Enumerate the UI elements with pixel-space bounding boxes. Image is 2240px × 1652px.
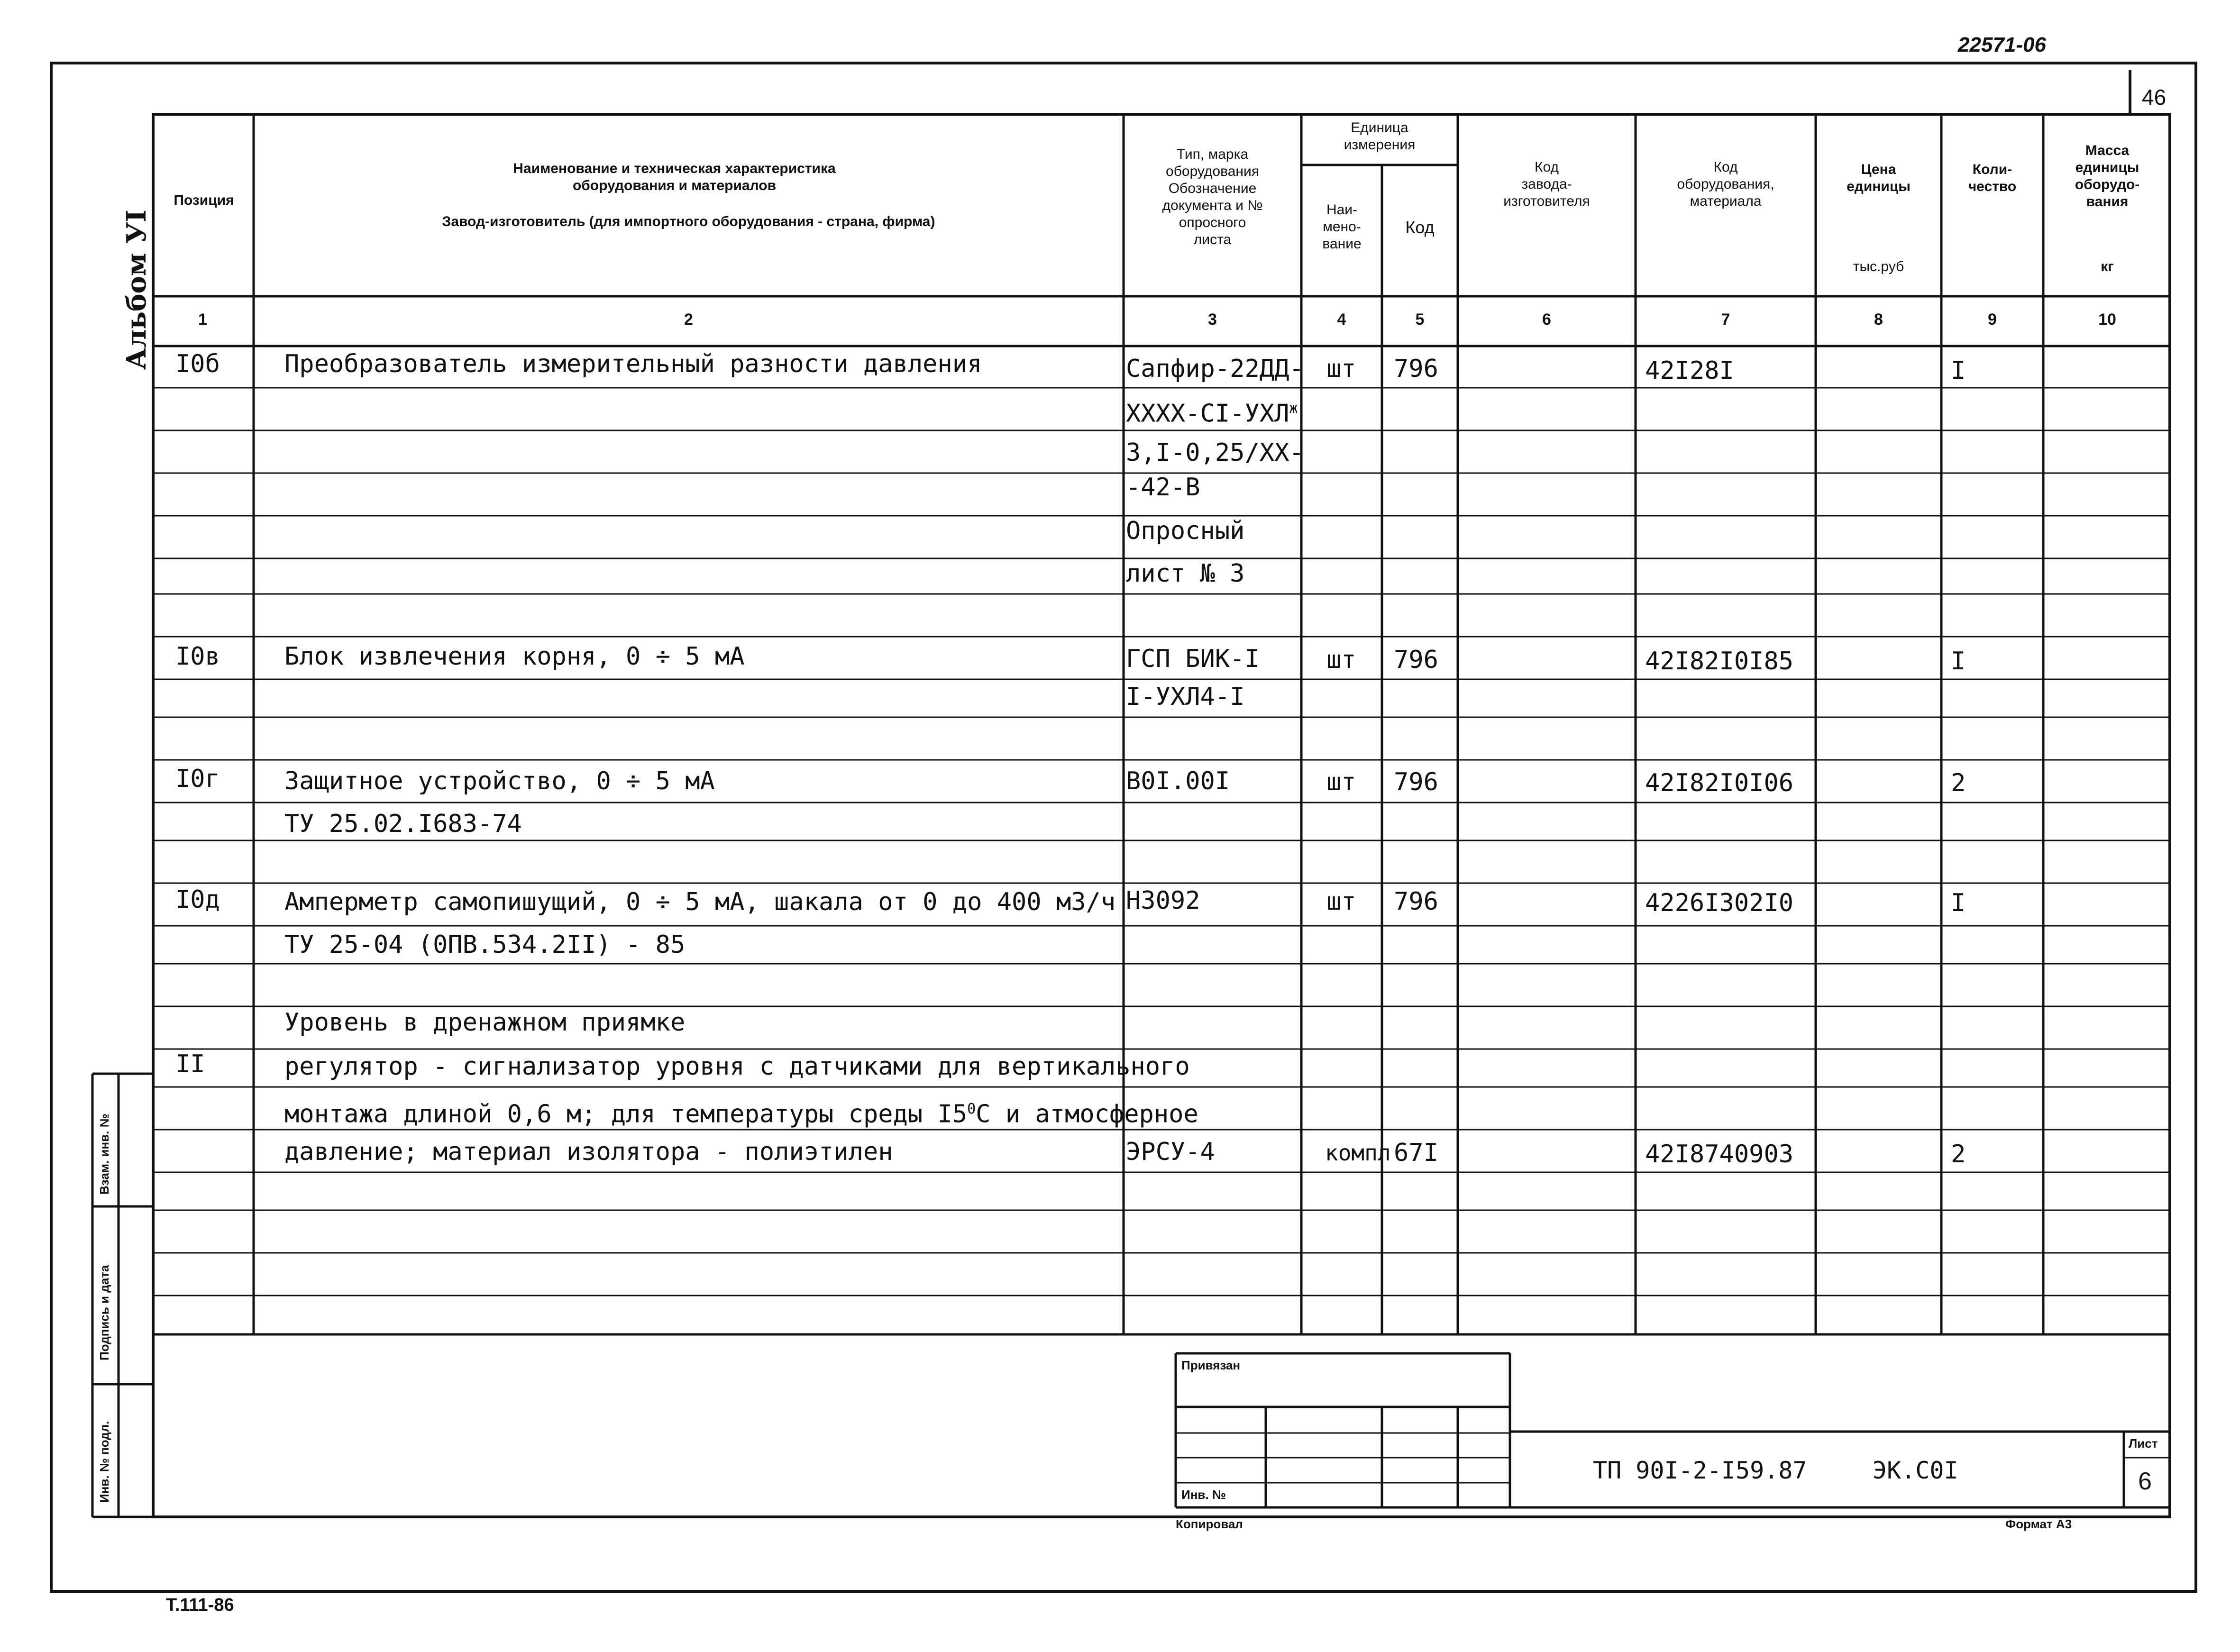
header-factory-code-line: Код [1534,159,1559,175]
stamp-signature-date: Подпись и дата [97,1265,111,1360]
header-factory-code-line: изготовителя [1503,193,1590,209]
table-row [1126,683,1244,711]
row-type: I-УХЛ4-I [1126,683,1245,711]
row-type: Опросный [1126,517,1245,545]
table-row [1126,559,1244,588]
column-number: 6 [1542,310,1551,329]
header-mass-line: Масса [2085,143,2130,158]
row-type: Сапфир-22ДД- [1126,355,1304,383]
row-name-tail: С и атмосферное [976,1100,1198,1129]
row-position: I0б [175,350,220,378]
row-type: ГСП БИК-I [1126,645,1260,673]
header-type-line: оборудования [1166,164,1259,179]
header-name-line2: оборудования и материалов [572,178,777,193]
album-label: Альбом УI [121,210,152,370]
header-price-line: единицы [1847,179,1911,194]
title-block-designation: ТП 90I-2-I59.87 [1593,1457,1807,1484]
table-row [284,810,522,838]
row-unit: компл [1325,1140,1391,1166]
header-quantity-line: Коли- [1972,162,2012,177]
row-name-superscript: 0 [967,1101,976,1117]
table-row [1126,394,1298,428]
table-row [284,1095,1198,1128]
table-row [284,931,685,959]
stamp-replacement-inventory: Взам. инв. № [97,1114,111,1195]
column-number: 4 [1337,310,1346,329]
row-name: Уровень в дренажном приямке [284,1008,686,1037]
row-equipment-code: 42I28I [1645,356,1734,385]
header-mass-unit: кг [2101,259,2114,274]
row-type: лист № 3 [1126,559,1245,588]
header-type-line: документа и № [1162,198,1263,213]
column-number: 7 [1721,310,1730,329]
header-equipment-code-line: Код [1713,159,1738,175]
row-unit: шт [1326,768,1356,796]
stamp-original-inventory: Инв. № подл. [97,1421,111,1503]
row-type-superscript: ж [1289,400,1298,417]
column-number: 10 [2098,310,2116,329]
row-equipment-code: 4226I302I0 [1645,889,1794,917]
row-name: ТУ 25-04 (0ПВ.534.2II) - 85 [284,931,686,959]
header-price-line: Цена [1861,162,1896,177]
title-block-sheet-label: Лист [2129,1436,2158,1451]
header-unit-name [1303,201,1381,253]
header-equipment-code-line: оборудования, [1677,176,1774,192]
header-unit-name-line: Наи- [1326,202,1358,218]
row-name: Защитное устройство, 0 ÷ 5 мА [284,767,715,795]
row-unit-code: 67I [1394,1139,1438,1167]
row-type: 3,I-0,25/XX- [1126,438,1304,467]
row-unit: шт [1326,887,1356,916]
header-position: Позиция [174,192,234,208]
column-number: 1 [198,310,207,329]
header-mass-line: вания [2086,194,2129,210]
header-factory-code-line: завода- [1521,176,1572,192]
header-unit-code: Код [1405,218,1435,237]
header-price-unit: тыс.руб [1853,259,1904,274]
row-quantity: 2 [1951,769,1966,797]
top-sheet-number: 46 [2142,85,2167,110]
header-equipment-code-line: материала [1690,193,1762,209]
header-quantity [1944,161,2041,195]
row-type: B0I.00I [1126,767,1230,795]
row-equipment-code: 42I8740903 [1645,1140,1794,1168]
column-number: 9 [1988,310,1997,329]
row-name: Амперметр самопишущий, 0 ÷ 5 мА, шакала от 0 до 400 м3/ч [284,888,1116,916]
row-quantity: I [1951,356,1966,385]
table-row [1126,473,1200,502]
row-quantity: I [1951,889,1966,917]
row-name: регулятор - сигнализатор уровня с датчиками для вертикального [284,1052,1190,1081]
column-number: 2 [684,310,693,329]
table-row [1126,438,1304,467]
row-equipment-code: 42I82I0I85 [1645,647,1794,675]
header-type [1126,146,1299,248]
header-unit-name-line: вание [1322,236,1362,252]
row-name: Преобразователь измерительный разности давления [284,350,982,378]
row-unit: шт [1326,646,1356,674]
column-number: 8 [1874,310,1883,329]
document-code: 22571-06 [1958,33,2046,56]
row-name: Блок извлечения корня, 0 ÷ 5 мА [284,642,745,671]
header-unit-line: измерения [1344,137,1416,153]
row-unit-code: 796 [1394,646,1438,674]
row-type: XXXX-CI-УХЛ [1126,399,1289,428]
column-number: 5 [1415,310,1425,329]
header-type-line: листа [1193,232,1232,247]
footer-format: Формат А3 [2005,1517,2072,1531]
title-block-inventory: Инв. № [1181,1488,1226,1502]
row-position: I0в [175,642,220,671]
row-name: монтажа длиной 0,6 м; для температуры среды I5 [284,1100,968,1129]
row-type: -42-B [1126,473,1200,502]
header-type-line: Тип, марка [1176,146,1249,162]
header-factory-code [1460,159,1633,210]
row-position: II [175,1050,205,1078]
row-unit-code: 796 [1394,887,1438,916]
title-block-privyazan: Привязан [1181,1358,1241,1372]
footer-form-code: Т.111-86 [166,1595,234,1615]
header-type-line: Обозначение [1168,181,1257,196]
header-equipment-code [1638,159,1813,210]
row-name: давление; материал изолятора - полиэтилен [284,1138,893,1166]
row-equipment-code: 42I82I0I06 [1645,769,1794,797]
header-quantity-line: чество [1968,179,2017,194]
row-name: ТУ 25.02.I683-74 [284,810,522,838]
table-row [284,1008,685,1037]
header-unit-group [1304,119,1455,154]
header-name-line3: Завод-изготовитель (для импортного оборудования - страна, фирма) [442,214,935,229]
row-type: Н3092 [1126,886,1200,915]
header-unit-line: Единица [1351,120,1408,136]
row-unit: шт [1326,355,1356,383]
header-type-line: опросного [1179,215,1246,230]
row-unit-code: 796 [1394,355,1438,383]
title-block-code: ЭК.С0I [1873,1457,1958,1484]
column-number: 3 [1208,310,1217,329]
header-mass [2046,142,2169,210]
row-position: I0д [175,885,220,914]
row-position: I0г [175,765,220,793]
footer-copied: Копировал [1176,1517,1243,1531]
row-type: ЭРСУ-4 [1126,1138,1215,1166]
row-quantity: I [1951,647,1966,675]
header-mass-line: единицы [2075,160,2139,175]
row-unit-code: 796 [1394,768,1438,796]
header-unit-name-line: мено- [1323,219,1361,235]
table-row [1126,517,1244,545]
row-quantity: 2 [1951,1140,1966,1168]
header-price [1818,161,1939,195]
header-mass-line: оборудо- [2075,177,2140,192]
header-name [256,160,1121,230]
title-block-sheet-number: 6 [2138,1468,2152,1495]
header-name-line1: Наименование и техническая характеристика [513,161,836,176]
